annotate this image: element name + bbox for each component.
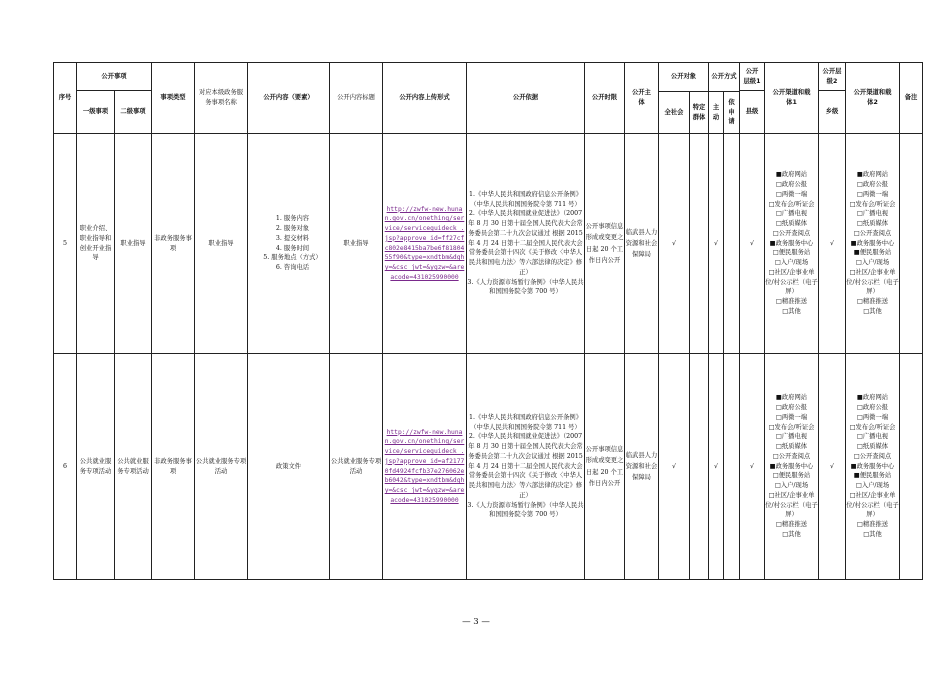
content-item: 1. 服务内容 bbox=[275, 215, 310, 223]
row-level2: 公共就业服务专项活动 bbox=[115, 354, 152, 580]
content-item: 政策文件 bbox=[275, 462, 302, 470]
channel-item: ■政府网站 bbox=[775, 394, 808, 402]
channel-item: □广播电视 bbox=[856, 210, 889, 218]
basis-item: 3.《人力资源市场暂行条例》（中华人民共和国国务院令第 700 号） bbox=[467, 278, 584, 296]
channel-item: □政府公报 bbox=[856, 181, 889, 189]
channel-item: □精准推送 bbox=[856, 298, 889, 306]
header-remark: 备注 bbox=[900, 63, 923, 134]
header-channel1: 公开渠道和载体1 bbox=[765, 63, 819, 134]
channel-item: □便民服务站 bbox=[772, 249, 811, 257]
channel-item: □发布会/听证会 bbox=[849, 200, 896, 208]
header-method: 公开方式 bbox=[709, 63, 740, 92]
channel-item: □入户/现场 bbox=[774, 259, 809, 267]
header-upload-form: 公开内容上传形式 bbox=[383, 63, 467, 134]
row-basis bbox=[467, 134, 585, 354]
header-on-request: 依申请 bbox=[724, 92, 740, 134]
header-time-limit: 公开时限 bbox=[585, 63, 625, 134]
basis-item: 1.《中华人民共和国政府信息公开条例》（中华人民共和国国务院令第 711 号） bbox=[468, 413, 583, 431]
header-content-title: 公开内容标题 bbox=[330, 63, 383, 134]
channel-item: □广播电视 bbox=[856, 433, 889, 441]
channel-item: □广播电视 bbox=[775, 210, 808, 218]
channel-item: □两微一端 bbox=[775, 413, 808, 421]
basis-item: 2.《中华人民共和国就业促进法》（2007 年 8 月 30 日第十届全国人民代表大会常务委员会第二十九次会议通过 根据 2015 年 4 月 24 日第十二届全国人民代表大会常务委员会第十四次《关于修改〈中华人民共和国电力法〉等六部法律的决定》修正） bbox=[468, 433, 583, 499]
row-level2: 职业指导 bbox=[115, 134, 152, 354]
channel-item: ■政府网站 bbox=[856, 394, 889, 402]
row-content bbox=[248, 134, 330, 354]
channel-item: □其他 bbox=[782, 530, 801, 538]
channel-item: □便民服务站 bbox=[772, 472, 811, 480]
basis-item: 2.《中华人民共和国就业促进法》（2007 年 8 月 30 日第十届全国人民代表大会常务委员会第二十九次会议通过 根据 2015 年 4 月 24 日第十二届全国人民代表大会常务委员会第十四次《关于修改〈中华人民共和国电力法〉等六部法律的决定》修正） bbox=[468, 210, 583, 276]
channel-item: □公开查阅点 bbox=[772, 229, 811, 237]
channel-item: ■政务服务中心 bbox=[769, 239, 814, 247]
row-upload-link[interactable]: http://zwfw-new.hunan.gov.cn/onething/service/serviceguideck_.jsp?approve_id=af21770fd4924fcfb37e276062eb6042&type=xndtbm&dghy=&csc jwt=&ygzw=&areacode=431025990000 bbox=[383, 354, 467, 580]
row-seq: 5 bbox=[54, 134, 77, 354]
row-township: √ bbox=[819, 354, 846, 580]
channel-item: □社区/企事业单位/村公示栏（电子屏） bbox=[846, 268, 899, 296]
channel-item: □其他 bbox=[863, 307, 882, 315]
row-specific-group bbox=[690, 354, 709, 580]
header-content: 公开内容（要素） bbox=[248, 63, 330, 134]
header-type: 事项类型 bbox=[152, 63, 195, 134]
row-channel1 bbox=[765, 354, 819, 580]
row-on-request bbox=[724, 354, 740, 580]
header-tier1: 公开层级1 bbox=[740, 63, 765, 91]
header-county: 县级 bbox=[740, 91, 765, 134]
basis-item: 3.《人力资源市场暂行条例》（中华人民共和国国务院令第 700 号） bbox=[467, 501, 584, 519]
row-type: 非政务服务事项 bbox=[152, 134, 195, 354]
header-township: 乡级 bbox=[819, 91, 846, 134]
channel-item: ■政务服务中心 bbox=[850, 462, 895, 470]
header-target: 公开对象 bbox=[659, 63, 709, 92]
content-item: 5. 服务地点（方式） bbox=[263, 254, 322, 262]
row-whole-society: √ bbox=[659, 134, 690, 354]
channel-item: □政府公报 bbox=[775, 404, 808, 412]
channel-item: □纸质媒体 bbox=[775, 443, 808, 451]
channel-item: ■政府网站 bbox=[856, 171, 889, 179]
row-basis bbox=[467, 354, 585, 580]
header-tier2: 公开层级2 bbox=[819, 63, 846, 91]
row-channel2 bbox=[846, 354, 900, 580]
channel-item: □纸质媒体 bbox=[856, 220, 889, 228]
row-county: √ bbox=[740, 354, 765, 580]
row-township: √ bbox=[819, 134, 846, 354]
row-remark bbox=[900, 354, 923, 580]
row-county: √ bbox=[740, 134, 765, 354]
channel-item: □政府公报 bbox=[775, 181, 808, 189]
table-row bbox=[54, 134, 923, 354]
row-service-name: 职业指导 bbox=[195, 134, 248, 354]
content-item: 4. 服务时间 bbox=[275, 244, 310, 252]
row-time-limit: 公开事项信息形成或变更之日起 20 个工作日内公开 bbox=[585, 354, 625, 580]
header-specific-group: 特定群体 bbox=[690, 92, 709, 134]
row-subject: 临武县人力资源和社会保障局 bbox=[625, 134, 659, 354]
channel-item: □纸质媒体 bbox=[775, 220, 808, 228]
row-type: 非政务服务事项 bbox=[152, 354, 195, 580]
channel-item: □两微一端 bbox=[856, 413, 889, 421]
row-level1: 公共就业服务专项活动 bbox=[77, 354, 115, 580]
row-remark bbox=[900, 134, 923, 354]
row-content-title: 公共就业服务专项活动 bbox=[330, 354, 383, 580]
channel-item: □发布会/听证会 bbox=[768, 200, 815, 208]
channel-item: □入户/现场 bbox=[774, 482, 809, 490]
channel-item: □发布会/听证会 bbox=[849, 423, 896, 431]
header-seq: 序号 bbox=[54, 63, 77, 134]
disclosure-table bbox=[53, 62, 923, 580]
row-time-limit: 公开事项信息形成或变更之日起 20 个工作日内公开 bbox=[585, 134, 625, 354]
channel-item: ■政务服务中心 bbox=[769, 462, 814, 470]
channel-item: □公开查阅点 bbox=[853, 229, 892, 237]
row-upload-link[interactable]: http://zwfw-new.hunan.gov.cn/onething/service/serviceguideck_.jsp?approve_id=ff27cfc802e8415ba7be6f8180455f90&type=xndtbm&dghy=&csc jwt=&ygzw=&areacode=431025990000 bbox=[383, 134, 467, 354]
channel-item: □其他 bbox=[863, 530, 882, 538]
row-whole-society: √ bbox=[659, 354, 690, 580]
page-number: — 3 — bbox=[462, 617, 490, 627]
row-content-title: 职业指导 bbox=[330, 134, 383, 354]
channel-item: □广播电视 bbox=[775, 433, 808, 441]
header-basis: 公开依据 bbox=[467, 63, 585, 134]
channel-item: ■政府网站 bbox=[775, 171, 808, 179]
channel-item: □精准推送 bbox=[856, 521, 889, 529]
row-seq: 6 bbox=[54, 354, 77, 580]
header-subject: 公开主体 bbox=[625, 63, 659, 134]
row-level1: 职业介绍、职业指导和创业开业指导 bbox=[77, 134, 115, 354]
row-active: √ bbox=[709, 354, 724, 580]
header-items: 公开事项 bbox=[77, 63, 152, 91]
channel-item: □精准推送 bbox=[775, 298, 808, 306]
content-item: 2. 服务对象 bbox=[275, 225, 310, 232]
channel-item: □纸质媒体 bbox=[856, 443, 889, 451]
row-channel1 bbox=[765, 134, 819, 354]
row-content bbox=[248, 354, 330, 580]
channel-item: □社区/企事业单位/村公示栏（电子屏） bbox=[765, 268, 818, 296]
channel-item: □社区/企事业单位/村公示栏（电子屏） bbox=[846, 491, 899, 519]
channel-item: □社区/企事业单位/村公示栏（电子屏） bbox=[765, 491, 818, 519]
table-row bbox=[54, 354, 923, 580]
header-level2: 二级事项 bbox=[115, 91, 152, 134]
content-item: 6. 咨询电话 bbox=[275, 264, 310, 271]
header-channel2: 公开渠道和载体2 bbox=[846, 63, 900, 134]
channel-item: □精准推送 bbox=[775, 521, 808, 529]
header-whole-society: 全社会 bbox=[659, 92, 690, 134]
header-active: 主动 bbox=[709, 92, 724, 134]
channel-item: □其他 bbox=[782, 307, 801, 315]
header-level1: 一级事项 bbox=[77, 91, 115, 134]
channel-item: □公开查阅点 bbox=[772, 452, 811, 460]
channel-item: ■政务服务中心 bbox=[850, 239, 895, 247]
header-service-name: 对应本级政务服务事项名称 bbox=[195, 63, 248, 134]
channel-item: □入户/现场 bbox=[855, 482, 890, 490]
channel-item: ■便民服务站 bbox=[853, 472, 892, 480]
channel-item: □两微一端 bbox=[775, 190, 808, 198]
row-active: √ bbox=[709, 134, 724, 354]
channel-item: □两微一端 bbox=[856, 190, 889, 198]
channel-item: □发布会/听证会 bbox=[768, 423, 815, 431]
channel-item: ■便民服务站 bbox=[853, 249, 892, 257]
row-service-name: 公共就业服务专项活动 bbox=[195, 354, 248, 580]
content-item: 3. 提交材料 bbox=[275, 234, 310, 242]
channel-item: □政府公报 bbox=[856, 404, 889, 412]
channel-item: □入户/现场 bbox=[855, 259, 890, 267]
row-subject: 临武县人力资源和社会保障局 bbox=[625, 354, 659, 580]
channel-item: □公开查阅点 bbox=[853, 452, 892, 460]
row-channel2 bbox=[846, 134, 900, 354]
row-on-request bbox=[724, 134, 740, 354]
row-specific-group bbox=[690, 134, 709, 354]
basis-item: 1.《中华人民共和国政府信息公开条例》（中华人民共和国国务院令第 711 号） bbox=[468, 190, 583, 208]
